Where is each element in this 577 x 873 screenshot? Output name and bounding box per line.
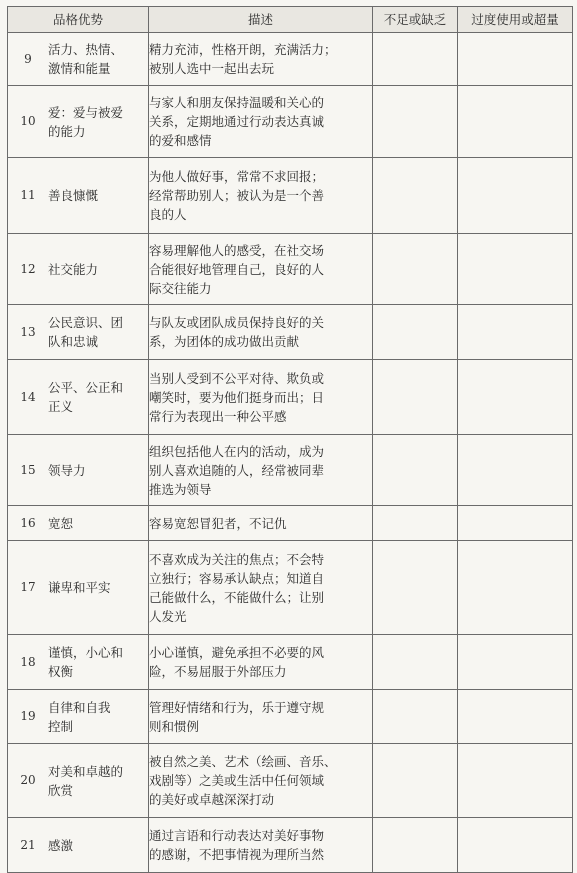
description-cell: 组织包括他人在内的活动，成为 别人喜欢追随的人，经常被同辈 推选为领导 bbox=[149, 435, 373, 506]
overuse-cell bbox=[458, 541, 573, 635]
lacking-cell bbox=[373, 86, 458, 158]
strength-cell bbox=[8, 744, 149, 818]
description-cell: 小心谨慎，避免承担不必要的风 险，不易屈服于外部压力 bbox=[149, 635, 373, 690]
strength-name: 感激 bbox=[48, 837, 74, 853]
description-cell: 不喜欢成为关注的焦点；不会特 立独行；容易承认缺点；知道自 己能做什么，不能做什么；让别 人发光 bbox=[149, 541, 373, 635]
strength-name: 公民意识、团 队和忠诚 bbox=[48, 315, 124, 349]
strength-name: 领导力 bbox=[48, 462, 86, 478]
row-number: 18 bbox=[20, 654, 36, 669]
table-row bbox=[8, 506, 573, 541]
description-cell: 为他人做好事，常常不求回报； 经常帮助别人；被认为是一个善 良的人 bbox=[149, 158, 373, 234]
strength-cell bbox=[8, 690, 149, 744]
lacking-cell bbox=[373, 541, 458, 635]
table-row bbox=[8, 360, 573, 435]
header-overuse: 过度使用或超量 bbox=[458, 7, 573, 33]
table-row bbox=[8, 818, 573, 873]
row-number: 21 bbox=[20, 837, 36, 852]
overuse-cell bbox=[458, 305, 573, 360]
strength-name: 宽恕 bbox=[48, 515, 74, 531]
header-lacking: 不足或缺乏 bbox=[373, 7, 458, 33]
row-number: 20 bbox=[20, 773, 36, 787]
row-number: 14 bbox=[20, 389, 36, 404]
strength-cell bbox=[8, 86, 149, 158]
row-number: 13 bbox=[20, 324, 36, 339]
overuse-cell bbox=[458, 506, 573, 541]
table-row bbox=[8, 86, 573, 158]
overuse-cell bbox=[458, 86, 573, 158]
row-number: 16 bbox=[20, 515, 36, 530]
description-cell: 容易理解他人的感受，在社交场 合能很好地管理自己，良好的人 际交往能力 bbox=[149, 234, 373, 305]
strength-cell bbox=[8, 360, 149, 435]
lacking-cell bbox=[373, 635, 458, 690]
overuse-cell bbox=[458, 33, 573, 86]
strength-cell bbox=[8, 305, 149, 360]
table-row bbox=[8, 690, 573, 744]
table-row bbox=[8, 305, 573, 360]
row-number: 12 bbox=[20, 261, 36, 276]
strength-name: 对美和卓越的 欣赏 bbox=[48, 763, 124, 798]
lacking-cell bbox=[373, 158, 458, 234]
lacking-cell bbox=[373, 33, 458, 86]
row-number: 9 bbox=[24, 51, 32, 66]
overuse-cell bbox=[458, 158, 573, 234]
lacking-cell bbox=[373, 435, 458, 506]
header-description: 描述 bbox=[149, 7, 373, 33]
overuse-cell bbox=[458, 744, 573, 818]
strength-name: 自律和自我 控制 bbox=[48, 699, 111, 734]
strength-cell bbox=[8, 506, 149, 541]
strength-cell bbox=[8, 435, 149, 506]
table-row bbox=[8, 33, 573, 86]
description-cell: 当别人受到不公平对待、欺负或 嘲笑时，要为他们挺身而出；日 常行为表现出一种公平感 bbox=[149, 360, 373, 435]
table-row bbox=[8, 744, 573, 818]
description-cell: 通过言语和行动表达对美好事物 的感谢，不把事情视为理所当然 bbox=[149, 818, 373, 873]
strength-name: 谦卑和平实 bbox=[48, 580, 111, 595]
row-number: 11 bbox=[20, 188, 36, 202]
strength-cell bbox=[8, 635, 149, 690]
lacking-cell bbox=[373, 506, 458, 541]
table-header-row bbox=[8, 7, 573, 33]
row-number: 10 bbox=[20, 114, 36, 128]
strength-cell bbox=[8, 234, 149, 305]
strength-name: 社交能力 bbox=[48, 261, 99, 277]
row-number: 19 bbox=[20, 709, 36, 723]
overuse-cell bbox=[458, 690, 573, 744]
description-cell: 被自然之美、艺术（绘画、音乐、 戏剧等）之美或生活中任何领域 的美好或卓越深深打动 bbox=[149, 744, 373, 818]
row-number: 15 bbox=[20, 462, 36, 477]
strength-name: 公平、公正和 正义 bbox=[48, 380, 124, 414]
overuse-cell bbox=[458, 818, 573, 873]
character-strengths-table bbox=[7, 6, 573, 873]
table-row bbox=[8, 234, 573, 305]
strength-name: 谨慎，小心和 权衡 bbox=[48, 645, 124, 679]
description-cell: 与队友或团队成员保持良好的关 系，为团体的成功做出贡献 bbox=[149, 305, 373, 360]
table-row bbox=[8, 158, 573, 234]
strength-cell bbox=[8, 818, 149, 873]
table-row bbox=[8, 435, 573, 506]
overuse-cell bbox=[458, 435, 573, 506]
overuse-cell bbox=[458, 360, 573, 435]
strength-name: 爱：爱与被爱 的能力 bbox=[48, 104, 124, 139]
strength-cell bbox=[8, 158, 149, 234]
strength-name: 活力、热情、 激情和能量 bbox=[48, 42, 124, 76]
header-strength: 品格优势 bbox=[8, 7, 149, 33]
description-cell: 容易宽恕冒犯者，不记仇 bbox=[149, 506, 373, 541]
lacking-cell bbox=[373, 234, 458, 305]
strength-cell bbox=[8, 33, 149, 86]
strength-name: 善良慷慨 bbox=[48, 188, 99, 203]
row-number: 17 bbox=[20, 580, 36, 594]
table-row bbox=[8, 635, 573, 690]
table-body bbox=[8, 33, 573, 873]
description-cell: 管理好情绪和行为，乐于遵守规 则和惯例 bbox=[149, 690, 373, 744]
description-cell: 与家人和朋友保持温暖和关心的 关系，定期地通过行动表达真诚 的爱和感情 bbox=[149, 86, 373, 158]
lacking-cell bbox=[373, 744, 458, 818]
lacking-cell bbox=[373, 360, 458, 435]
lacking-cell bbox=[373, 818, 458, 873]
overuse-cell bbox=[458, 635, 573, 690]
overuse-cell bbox=[458, 234, 573, 305]
table-row bbox=[8, 541, 573, 635]
strength-cell bbox=[8, 541, 149, 635]
lacking-cell bbox=[373, 305, 458, 360]
lacking-cell bbox=[373, 690, 458, 744]
description-cell: 精力充沛，性格开朗，充满活力； 被别人选中一起出去玩 bbox=[149, 33, 373, 86]
